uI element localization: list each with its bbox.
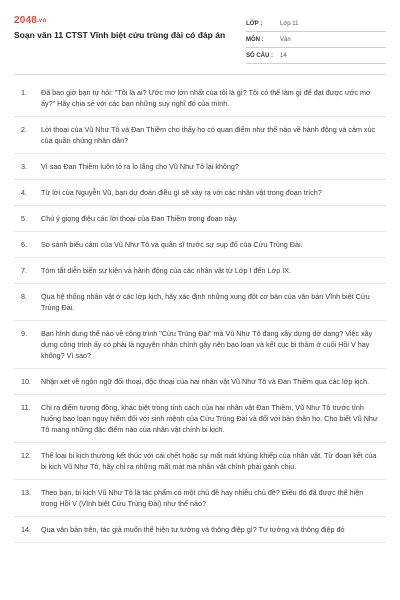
meta-value-count: 14 [280, 52, 287, 59]
question-item [14, 291, 386, 321]
question-text: Qua văn bản trên, tác giả muốn thể hiện tư tưởng và thông điệp gì? Tư tưởng và thông điệp đó [41, 525, 345, 534]
question-number: 14. [21, 525, 31, 534]
meta-value-class: Lớp 11 [280, 20, 299, 27]
question-number: 3. [21, 162, 27, 171]
meta-row-subject [246, 32, 386, 48]
meta-row-class [246, 16, 386, 32]
question-number: 12. [21, 451, 31, 460]
question-number: 7. [21, 266, 27, 275]
question-text: Lời thoại của Vũ Như Tô và Đan Thiềm cho thấy họ có quan điểm như thế nào về hành động và cảm xúc của quần chúng nhân dân? [41, 125, 376, 145]
logo-tld-text: .vn [37, 18, 47, 24]
question-number: 5. [21, 214, 27, 223]
question-number: 8. [21, 292, 27, 301]
question-item [14, 376, 386, 395]
question-item [14, 187, 386, 206]
question-text: Theo bạn, bi kịch Vũ Như Tô là tác phẩm có một chủ đề hay nhiều chủ đề? Điều đó đã được thể hiện trong Hồi V (Vĩnh biệt Cửu Trùng Đài) như thế nào? [41, 488, 364, 508]
question-item [14, 524, 386, 543]
meta-label-count: SỐ CÂU : [246, 52, 273, 59]
document-title: Soạn văn 11 CTST Vĩnh biệt cửu trùng đài có đáp án [14, 30, 226, 40]
question-item [14, 239, 386, 258]
question-number: 2. [21, 125, 27, 134]
question-text: Chú ý giọng điệu các lời thoại của Đan Thiềm trong đoạn này. [41, 214, 238, 223]
brand-block [14, 14, 225, 41]
question-number: 1. [21, 88, 27, 97]
question-text: Từ lời của Nguyễn Vũ, bạn dự đoán điều gì sẽ xảy ra với các nhân vật trong đoạn trích? [41, 188, 322, 197]
question-number: 6. [21, 240, 27, 249]
site-logo[interactable] [14, 15, 225, 27]
question-item [14, 328, 386, 369]
question-text: Nhận xét về ngôn ngữ đối thoại, độc thoại của hai nhân vật Vũ Như Tô và Đan Thiềm qua các lớp kịch. [41, 377, 370, 386]
question-text: Thể loại bi kịch thường kết thúc với cái chết hoặc sự mất mát khủng khiếp của nhân vật. Từ đoạn kết của bi kịch Vũ Như Tô, hãy chỉ ra những mất mát mà nhân vật chính phải gánh chịu. [41, 451, 377, 471]
question-item [14, 487, 386, 517]
meta-label-subject: MÔN : [246, 36, 264, 43]
question-list [14, 75, 386, 543]
question-number: 13. [21, 488, 31, 497]
question-item [14, 450, 386, 480]
question-text: Bạn hình dung thế nào về công trình "Cửu Trùng Đài" mà Vũ Như Tô đang xây dựng dở dang? Việc xây dựng công trình ấy có phải là nguyên nhân chính gây nên bạo loạn và kết cục bi thảm ở cuối Hồi V hay không? Vì sao? [41, 329, 373, 360]
question-item [14, 265, 386, 284]
document-meta [246, 16, 386, 64]
document-header [14, 14, 386, 62]
question-text: Qua hệ thống nhân vật ở các lớp kịch, hãy xác định những xung đột cơ bản của văn bản Vĩnh biệt Cửu Trùng Đài. [41, 292, 370, 312]
question-item [14, 213, 386, 232]
meta-row-count [246, 48, 386, 64]
question-text: Tóm tắt diễn biến sự kiện và hành động của các nhân vật từ Lớp I đến Lớp IX. [41, 266, 292, 275]
question-text: So sánh biểu cảm của Vũ Như Tô và quân sĩ trước sự sụp đổ của Cửu Trùng Đài. [41, 240, 303, 249]
question-item [14, 87, 386, 117]
question-item [14, 124, 386, 154]
question-number: 11. [21, 403, 31, 412]
question-text: Đã bao giờ bạn tự hỏi: "Tôi là ai? Ước mơ lớn nhất của tôi là gì? Tôi có thể làm gì để đạt được ước mơ ấy?" Hãy chia sẻ với các bạn những suy nghĩ đó của mình. [41, 88, 371, 108]
question-text: Vì sao Đan Thiềm luôn tỏ ra lo lắng cho Vũ Như Tô lại không? [41, 162, 239, 171]
question-text: Chỉ ra điểm tương đồng, khác biệt trong tính cách của hai nhân vật Đan Thiềm, Vũ Như Tô trước tình huống bạo loạn nguy hiểm đối với sinh mệnh của Cửu Trùng Đài và đối với bản thân họ. Cho biết Vũ Như Tô mang những đặc điểm nào của nhân vật chính bi kịch. [41, 403, 378, 434]
question-number: 9. [21, 329, 27, 338]
question-number: 4. [21, 188, 27, 197]
logo-main-text: 2048 [14, 15, 38, 26]
question-item [14, 402, 386, 443]
question-number: 10. [21, 377, 31, 386]
question-item [14, 161, 386, 180]
meta-value-subject: Văn [280, 36, 291, 43]
meta-label-class: LỚP : [246, 20, 263, 27]
